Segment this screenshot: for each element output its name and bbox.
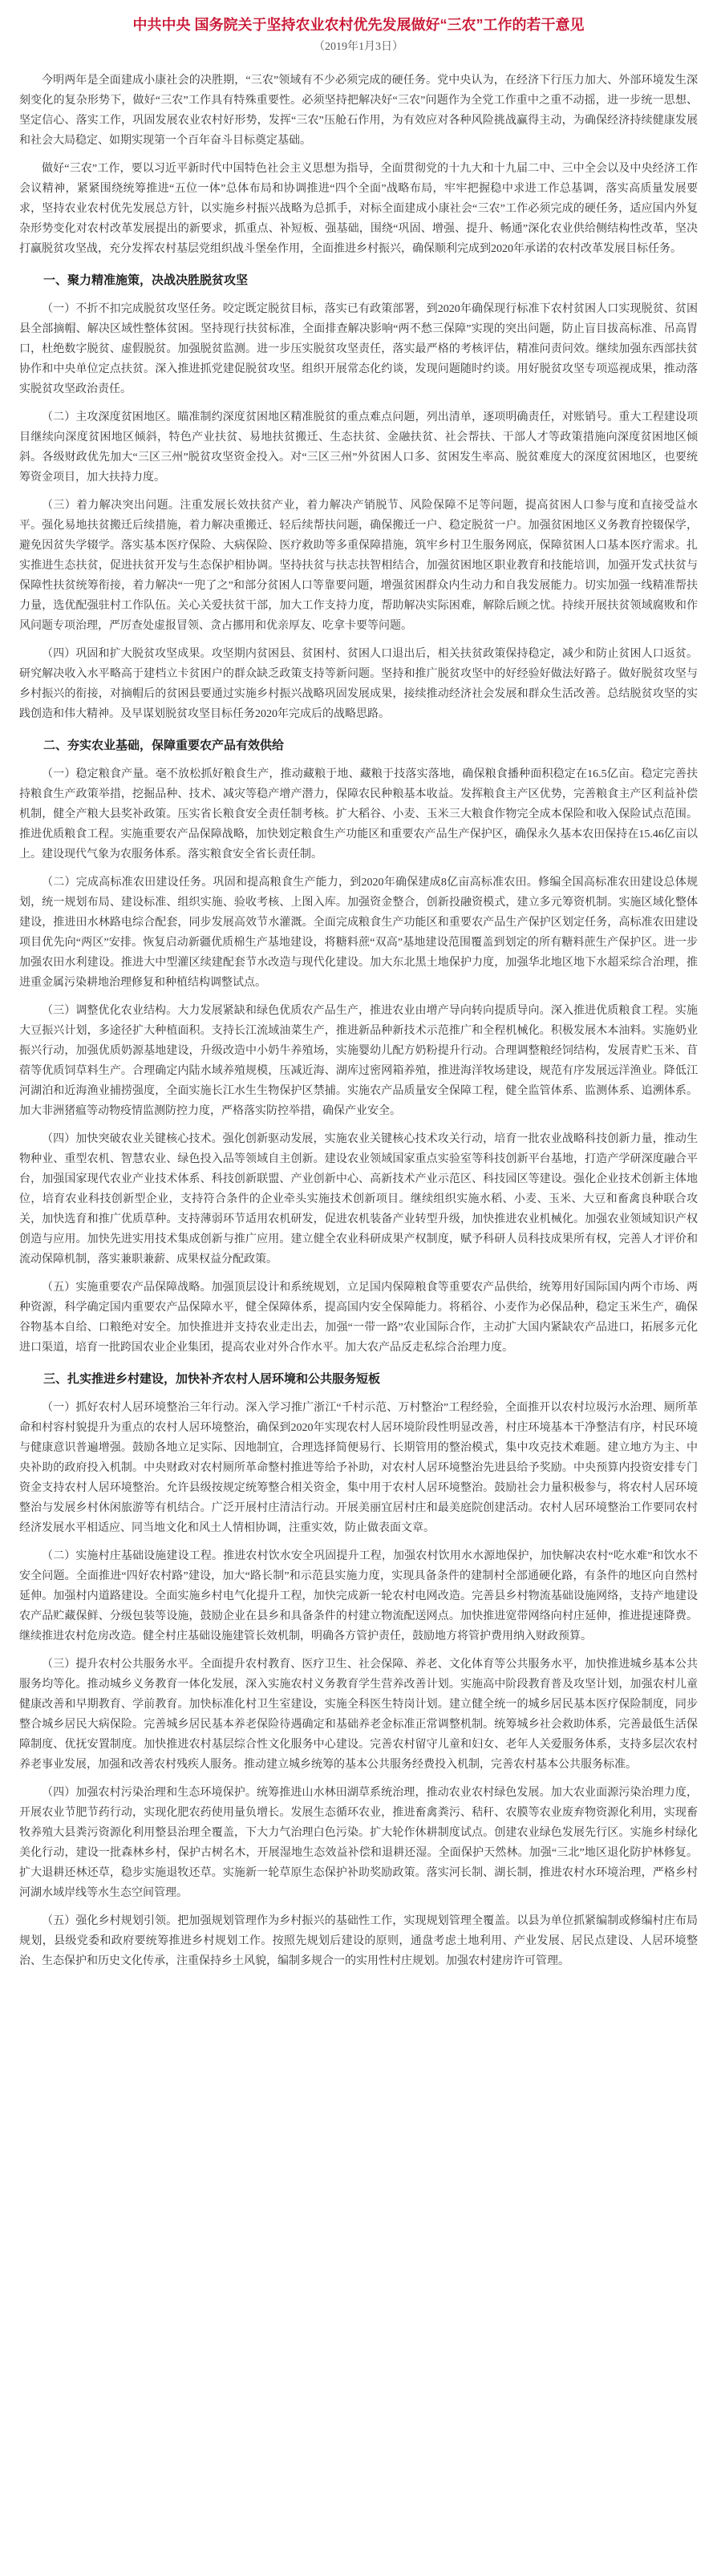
section-paragraph: （一）稳定粮食产量。毫不放松抓好粮食生产，推动藏粮于地、藏粮于技落实落地，确保粮食播种面积稳定在16.5亿亩。稳定完善扶持粮食生产政策举措，挖掘品种、技术、减灾等稳产增产潜力，保障农民种粮基本收益。发挥粮食主产区优势，完善粮食主产区利益补偿机制，健全产粮大县奖补政策。压实省长粮食安全责任制考核。扩大稻谷、小麦、玉米三大粮食作物完全成本保险和收入保险试点范围。推进优质粮食工程。实施重要农产品保障战略，加快划定粮食生产功能区和重要农产品生产保护区，确保永久基本农田保持在15.46亿亩以上。建设现代气象为农服务体系。落实粮食安全省长责任制。 xyxy=(19,768,698,861)
section-paragraph: （三）提升农村公共服务水平。全面提升农村教育、医疗卫生、社会保障、养老、文化体育等公共服务水平，加快推进城乡基本公共服务均等化。推动城乡义务教育一体化发展，深入实施农村义务教育学生营养改善计划。实施高中阶段教育普及攻坚计划，加强农村儿童健康改善和早期教育、学前教育。加快标准化村卫生室建设，实施全科医生特岗计划。建立健全统一的城乡居民基本医疗保险制度，同步整合城乡居民大病保险。完善城乡居民基本养老保险待遇确定和基础养老金标准正常调整机制。统筹城乡社会救助体系，完善最低生活保障制度、优抚安置制度。加快推进农村基层综合性文化服务中心建设。完善农村留守儿童和妇女、老年人关爱服务体系，支持多层次农村养老事业发展，加强和改善农村残疾人服务。推动建立城乡统筹的基本公共服务经费投入机制，完善农村基本公共服务标准。 xyxy=(19,1659,698,1771)
section-heading: 三、扎实推进乡村建设，加快补齐农村人居环境和公共服务短板 xyxy=(43,1372,381,1386)
section-paragraph: （二）主攻深度贫困地区。瞄准制约深度贫困地区精准脱贫的重点难点问题，列出清单，逐项明确责任，对账销号。重大工程建设项目继续向深度贫困地区倾斜，特色产业扶贫、易地扶贫搬迁、生态扶贫、金融扶贫、社会帮扶、干部人才等政策措施向深度贫困地区倾斜。各级财政优先加大“三区三州”脱贫攻坚资金投入。对“三区三州”外贫困人口多、贫困发生率高、脱贫难度大的深度贫困地区，也要统筹资金项目，加大扶持力度。 xyxy=(19,411,698,484)
article-date: （2019年1月3日） xyxy=(314,41,403,53)
article-body xyxy=(19,71,698,1971)
section-heading: 二、夯实农业基础，保障重要农产品有效供给 xyxy=(43,739,285,752)
section-paragraph: （一）不折不扣完成脱贫攻坚任务。咬定既定脱贫目标，落实已有政策部署，到2020年确保现行标准下农村贫困人口实现脱贫、贫困县全部摘帽、解决区域性整体贫困。坚持现行扶贫标准，全面排查解决影响“两不愁三保障”实现的突出问题，防止盲目拔高标准、吊高胃口，杜绝数字脱贫、虚假脱贫。加强脱贫监测。进一步压实脱贫攻坚责任，落实最严格的考核评估，精准问责问效。继续加强东西部扶贫协作和中央单位定点扶贫。深入推进抓党建促脱贫攻坚。组织开展常态化约谈，发现问题随时约谈。用好脱贫攻坚专项巡视成果，推动落实脱贫攻坚政治责任。 xyxy=(19,303,698,395)
section-paragraph: （二）实施村庄基础设施建设工程。推进农村饮水安全巩固提升工程，加强农村饮用水水源地保护，加快解决农村“吃水难”和饮水不安全问题。全面推进“四好农村路”建设，加大“路长制”和示范县实施力度，实现具备条件的建制村全部通硬化路，有条件的地区向自然村延伸。加强村内道路建设。全面实施乡村电气化提升工程，加快完成新一轮农村电网改造。完善县乡村物流基础设施网络，支持产地建设农产品贮藏保鲜、分级包装等设施，鼓励企业在县乡和具备条件的村建立物流配送网点。加快推进宽带网络向村庄延伸，推进提速降费。继续推进农村危房改造。健全村庄基础设施建管长效机制，明确各方管护责任，鼓励地方将管护费用纳入财政预算。 xyxy=(19,1550,698,1642)
section-paragraph: （四）加快突破农业关键核心技术。强化创新驱动发展，实施农业关键核心技术攻关行动，培育一批农业战略科技创新力量，推动生物种业、重型农机、智慧农业、绿色投入品等领域自主创新。建设农业领域国家重点实验室等科技创新平台基地，打造产学研深度融合平台，加强国家现代农业产业技术体系、科技创新联盟、产业创新中心、高新技术产业示范区、科技园区等建设。强化企业技术创新主体地位，培育农业科技创新型企业，支持符合条件的企业牵头实施技术创新项目。继续组织实施水稻、小麦、玉米、大豆和畜禽良种联合攻关，加快选育和推广优质草种。支持薄弱环节适用农机研发，促进农机装备产业转型升级，加快推进农业机械化。加强农业领域知识产权创造与应用。加快先进实用技术集成创新与推广应用。建立健全农业科研成果产权制度，赋予科研人员科技成果所有权，完善人才评价和流动保障机制，落实兼职兼薪、成果权益分配政策。 xyxy=(19,1133,698,1266)
section-paragraph: （三）着力解决突出问题。注重发展长效扶贫产业，着力解决产销脱节、风险保障不足等问题，提高贫困人口参与度和直接受益水平。强化易地扶贫搬迁后续措施，着力解决重搬迁、轻后续帮扶问题，确保搬迁一户、稳定脱贫一户。加强贫困地区义务教育控辍保学，避免因贫失学辍学。落实基本医疗保险、大病保险、医疗救助等多重保障措施，筑牢乡村卫生服务网底，保障贫困人口基本医疗需求。扎实推进生态扶贫，促进扶贫开发与生态保护相协调。坚持扶贫与扶志扶智相结合，加强贫困地区职业教育和技能培训，加强开发式扶贫与保障性扶贫统筹衔接，着力解决“一兜了之”和部分贫困人口等靠要问题，增强贫困群众内生动力和自我发展能力。切实加强一线精准帮扶力量，选优配强驻村工作队伍。关心关爱扶贫干部，加大工作支持力度，帮助解决实际困难，解除后顾之忧。持续开展扶贫领域腐败和作风问题专项治理，严厉查处虚报冒领、贪占挪用和优亲厚友、吃拿卡要等问题。 xyxy=(19,500,698,632)
section-paragraph: （二）完成高标准农田建设任务。巩固和提高粮食生产能力，到2020年确保建成8亿亩高标准农田。修编全国高标准农田建设总体规划，统一规划布局、建设标准、组织实施、验收考核、上图入库。加强资金整合，创新投融资模式，建立多元筹资机制。实施区域化整体建设，推进田水林路电综合配套，同步发展高效节水灌溉。全面完成粮食生产功能区和重要农产品生产保护区划定任务，高标准农田建设项目优先向“两区”安排。恢复启动新疆优质棉生产基地建设，将糖料蔗“双高”基地建设范围覆盖到划定的所有糖料蔗生产保护区。进一步加强农田水利建设。推进大中型灌区续建配套节水改造与现代化建设。加大东北黑土地保护力度，加强华北地区地下水超采综合治理，推进重金属污染耕地治理修复和种植结构调整试点。 xyxy=(19,877,698,989)
article-title: 中共中央 国务院关于坚持农业农村优先发展做好“三农”工作的若干意见 xyxy=(132,17,585,33)
section-paragraph: （四）加强农村污染治理和生态环境保护。统筹推进山水林田湖草系统治理，推动农业农村绿色发展。加大农业面源污染治理力度，开展农业节肥节药行动，实现化肥农药使用量负增长。发展生态循环农业，推进畜禽粪污、秸秆、农膜等农业废弃物资源化利用，实现畜牧养殖大县粪污资源化利用整县治理全覆盖，下大力气治理白色污染。扩大轮作休耕制度试点。创建农业绿色发展先行区。实施乡村绿化美化行动，建设一批森林乡村，保护古树名木，开展湿地生态效益补偿和退耕还湿。全面保护天然林。加强“三北”地区退化防护林修复。扩大退耕还林还草，稳步实施退牧还草。实施新一轮草原生态保护补助奖励政策。落实河长制、湖长制，推进农村水环境治理，严格乡村河湖水域岸线等水生态空间管理。 xyxy=(19,1787,698,1899)
intro-paragraph: 做好“三农”工作，要以习近平新时代中国特色社会主义思想为指导，全面贯彻党的十九大和十九届二中、三中全会以及中央经济工作会议精神，紧紧围绕统筹推进“五位一体”总体布局和协调推进“四个全面”战略布局，牢牢把握稳中求进工作总基调，落实高质量发展要求，坚持农业农村优先发展总方针，以实施乡村振兴战略为总抓手，对标全面建成小康社会“三农”工作必须完成的硬任务，适应国内外复杂形势变化对农村改革发展提出的新要求，抓重点、补短板、强基础，围绕“巩固、增强、提升、畅通”深化农业供给侧结构性改革，坚决打赢脱贫攻坚战，充分发挥农村基层党组织战斗堡垒作用，全面推进乡村振兴，确保顺利完成到2020年承诺的农村改革发展目标任务。 xyxy=(19,163,698,255)
section-paragraph: （三）调整优化农业结构。大力发展紧缺和绿色优质农产品生产，推进农业由增产导向转向提质导向。深入推进优质粮食工程。实施大豆振兴计划，多途径扩大种植面积。支持长江流域油菜生产，推进新品种新技术示范推广和全程机械化。积极发展木本油料。实施奶业振兴行动，加强优质奶源基地建设，升级改造中小奶牛养殖场，实施婴幼儿配方奶粉提升行动。合理调整粮经饲结构，发展青贮玉米、苜蓿等优质饲草料生产。合理确定内陆水域养殖规模，压减近海、湖库过密网箱养殖，推进海洋牧场建设，规范有序发展远洋渔业。降低江河湖泊和近海渔业捕捞强度，全面实施长江水生生物保护区禁捕。实施农产品质量安全保障工程，健全监管体系、监测体系、追溯体系。加大非洲猪瘟等动物疫情监测防控力度，严格落实防控举措，确保产业安全。 xyxy=(19,1005,698,1117)
section-heading: 一、聚力精准施策，决战决胜脱贫攻坚 xyxy=(43,273,249,287)
intro-paragraph: 今明两年是全面建成小康社会的决胜期，“三农”领域有不少必须完成的硬任务。党中央认为，在经济下行压力加大、外部环境发生深刻变化的复杂形势下，做好“三农”工作具有特殊重要性。必须坚持把解决好“三农”问题作为全党工作重中之重不动摇，进一步统一思想、坚定信心、落实工作，巩固发展农业农村好形势，发挥“三农”压舱石作用，为有效应对各种风险挑战赢得主动，为确保经济持续健康发展和社会大局稳定、如期实现第一个百年奋斗目标奠定基础。 xyxy=(19,75,698,147)
section-paragraph: （五）实施重要农产品保障战略。加强顶层设计和系统规划，立足国内保障粮食等重要农产品供给，统筹用好国际国内两个市场、两种资源，科学确定国内重要农产品保障水平，健全保障体系，提高国内安全保障能力。将稻谷、小麦作为必保品种，稳定玉米生产，确保谷物基本自给、口粮绝对安全。加快推进并支持农业走出去，加强“一带一路”农业国际合作，主动扩大国内紧缺农产品进口，拓展多元化进口渠道，培育一批跨国农业企业集团，提高农业对外合作水平。加大农产品反走私综合治理力度。 xyxy=(19,1282,698,1354)
section-paragraph: （五）强化乡村规划引领。把加强规划管理作为乡村振兴的基础性工作，实现规划管理全覆盖。以县为单位抓紧编制或修编村庄布局规划，县级党委和政府要统筹推进乡村规划工作。按照先规划后建设的原则，通盘考虑土地利用、产业发展、居民点建设、人居环境整治、生态保护和历史文化传承，注重保持乡土风貌，编制多规合一的实用性村庄规划。加强农村建房许可管理。 xyxy=(19,1915,698,1967)
section-paragraph: （一）抓好农村人居环境整治三年行动。深入学习推广浙江“千村示范、万村整治”工程经验，全面推开以农村垃圾污水治理、厕所革命和村容村貌提升为重点的农村人居环境整治，确保到2020年实现农村人居环境阶段性明显改善，村庄环境基本干净整洁有序，村民环境与健康意识普遍增强。鼓励各地立足实际、因地制宜，合理选择简便易行、长期管用的整治模式，集中攻克技术难题。建立地方为主、中央补助的政府投入机制。中央财政对农村厕所革命整村推进等给予补助，对农村人居环境整治先进县给予奖励。中央预算内投资安排专门资金支持农村人居环境整治。允许县级按规定统筹整合相关资金，集中用于农村人居环境整治。鼓励社会力量积极参与，将农村人居环境整治与发展乡村休闲旅游等有机结合。广泛开展村庄清洁行动。开展美丽宜居村庄和最美庭院创建活动。农村人居环境整治工作要同农村经济发展水平相适应、同当地文化和风土人情相协调，注重实效，防止做表面文章。 xyxy=(19,1402,698,1534)
section-paragraph: （四）巩固和扩大脱贫攻坚成果。攻坚期内贫困县、贫困村、贫困人口退出后，相关扶贫政策保持稳定，减少和防止贫困人口返贫。研究解决收入水平略高于建档立卡贫困户的群众缺乏政策支持等新问题。坚持和推广脱贫攻坚中的好经验好做法好路子。做好脱贫攻坚与乡村振兴的衔接，对摘帽后的贫困县要通过实施乡村振兴战略巩固发展成果，接续推动经济社会发展和群众生活改善。总结脱贫攻坚的实践创造和伟大精神。及早谋划脱贫攻坚目标任务2020年完成后的战略思路。 xyxy=(19,648,698,720)
